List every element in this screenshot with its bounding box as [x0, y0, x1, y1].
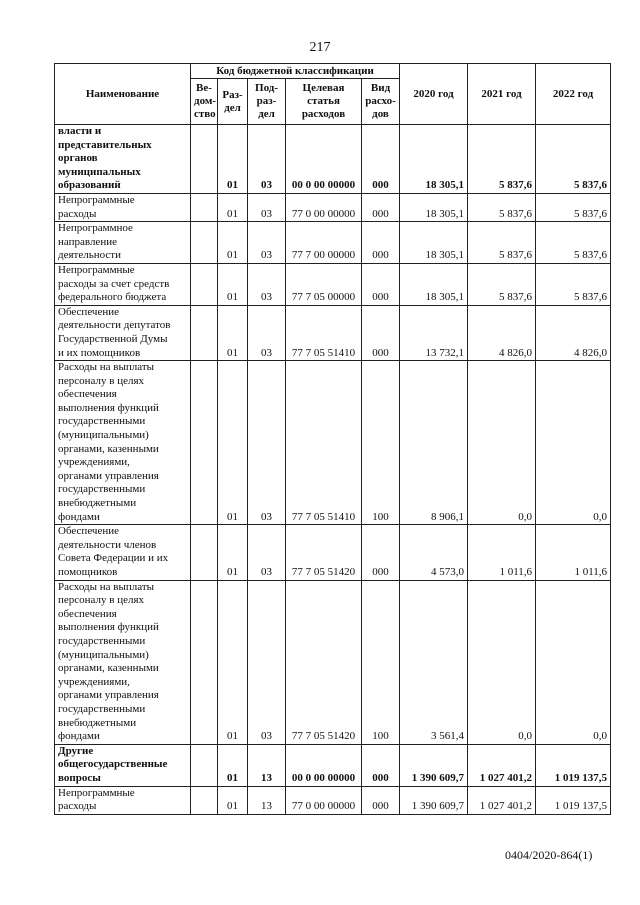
razdel-cell: 01 [218, 744, 248, 786]
amount-2021-cell: 5 837,6 [468, 222, 536, 264]
razdel-cell: 01 [218, 580, 248, 744]
amount-2021-cell: 0,0 [468, 580, 536, 744]
amount-2020-cell: 8 906,1 [400, 361, 468, 525]
table-row [55, 263, 611, 305]
header-classification-group: Код бюджетной классификации [191, 64, 400, 79]
amount-2020-cell: 13 732,1 [400, 305, 468, 360]
podrazdel-cell: 03 [248, 361, 286, 525]
header-razdel: Раз- дел [218, 79, 248, 125]
amount-2022-cell: 5 837,6 [536, 222, 611, 264]
row-name-cell: Обеспечение деятельности членов Совета Федерации и их помощников [55, 525, 191, 580]
podrazdel-cell: 03 [248, 525, 286, 580]
row-name-cell: Непрограммные расходы [55, 786, 191, 814]
podrazdel-cell: 03 [248, 263, 286, 305]
amount-2022-cell: 0,0 [536, 361, 611, 525]
podrazdel-cell: 03 [248, 580, 286, 744]
table-row [55, 125, 611, 194]
amount-2021-cell: 4 826,0 [468, 305, 536, 360]
expense-type-cell: 100 [362, 361, 400, 525]
row-name-cell: Непрограммные расходы [55, 193, 191, 221]
header-podrazdel: Под- раз- дел [248, 79, 286, 125]
table-row [55, 786, 611, 814]
amount-2022-cell: 5 837,6 [536, 125, 611, 194]
amount-2021-cell: 5 837,6 [468, 125, 536, 194]
amount-2022-cell: 4 826,0 [536, 305, 611, 360]
expense-type-cell: 000 [362, 786, 400, 814]
target-article-cell: 77 7 05 51420 [286, 580, 362, 744]
amount-2021-cell: 0,0 [468, 361, 536, 525]
ved-cell [191, 193, 218, 221]
podrazdel-cell: 03 [248, 193, 286, 221]
ved-cell [191, 786, 218, 814]
ved-cell [191, 222, 218, 264]
podrazdel-cell: 13 [248, 786, 286, 814]
target-article-cell: 77 7 05 51420 [286, 525, 362, 580]
expense-type-cell: 100 [362, 580, 400, 744]
amount-2020-cell: 4 573,0 [400, 525, 468, 580]
amount-2020-cell: 18 305,1 [400, 193, 468, 221]
razdel-cell: 01 [218, 193, 248, 221]
amount-2020-cell: 1 390 609,7 [400, 744, 468, 786]
expense-type-cell: 000 [362, 222, 400, 264]
target-article-cell: 77 7 00 00000 [286, 222, 362, 264]
razdel-cell: 01 [218, 786, 248, 814]
amount-2020-cell: 3 561,4 [400, 580, 468, 744]
amount-2021-cell: 5 837,6 [468, 263, 536, 305]
table-row [55, 580, 611, 744]
row-name-cell: Обеспечение деятельности депутатов Государственной Думы и их помощников [55, 305, 191, 360]
ved-cell [191, 305, 218, 360]
row-name-cell: Расходы на выплаты персоналу в целях обеспечения выполнения функций государственными (муниципальными) органами, казенными учреждениями, органами управления государственными внебюджетными фондами [55, 580, 191, 744]
header-expense-type: Вид расхо- дов [362, 79, 400, 125]
row-name-cell: власти и представительных органов муниципальных образований [55, 125, 191, 194]
amount-2020-cell: 18 305,1 [400, 125, 468, 194]
target-article-cell: 00 0 00 00000 [286, 125, 362, 194]
table-row [55, 193, 611, 221]
amount-2020-cell: 1 390 609,7 [400, 786, 468, 814]
razdel-cell: 01 [218, 222, 248, 264]
amount-2022-cell: 0,0 [536, 580, 611, 744]
razdel-cell: 01 [218, 525, 248, 580]
podrazdel-cell: 03 [248, 305, 286, 360]
table-row [55, 525, 611, 580]
ved-cell [191, 744, 218, 786]
table-row [55, 305, 611, 360]
table-row [55, 361, 611, 525]
page-number: 217 [309, 40, 331, 55]
amount-2022-cell: 5 837,6 [536, 263, 611, 305]
razdel-cell: 01 [218, 125, 248, 194]
expense-type-cell: 000 [362, 305, 400, 360]
amount-2021-cell: 5 837,6 [468, 193, 536, 221]
podrazdel-cell: 03 [248, 125, 286, 194]
header-2022: 2022 год [536, 64, 611, 125]
ved-cell [191, 361, 218, 525]
expense-type-cell: 000 [362, 744, 400, 786]
amount-2022-cell: 5 837,6 [536, 193, 611, 221]
budget-table [54, 63, 611, 815]
expense-type-cell: 000 [362, 125, 400, 194]
razdel-cell: 01 [218, 361, 248, 525]
target-article-cell: 77 0 00 00000 [286, 786, 362, 814]
target-article-cell: 77 7 05 00000 [286, 263, 362, 305]
amount-2021-cell: 1 027 401,2 [468, 786, 536, 814]
amount-2021-cell: 1 011,6 [468, 525, 536, 580]
ved-cell [191, 125, 218, 194]
ved-cell [191, 525, 218, 580]
target-article-cell: 77 7 05 51410 [286, 361, 362, 525]
header-2021: 2021 год [468, 64, 536, 125]
row-name-cell: Непрограммное направление деятельности [55, 222, 191, 264]
ved-cell [191, 580, 218, 744]
header-vedomstvo: Ве- дом- ство [191, 79, 218, 125]
target-article-cell: 77 0 00 00000 [286, 193, 362, 221]
header-name: Наименование [55, 64, 191, 125]
razdel-cell: 01 [218, 305, 248, 360]
razdel-cell: 01 [218, 263, 248, 305]
row-name-cell: Другие общегосударственные вопросы [55, 744, 191, 786]
podrazdel-cell: 03 [248, 222, 286, 264]
document-code: 0404/2020-864(1) [505, 848, 593, 862]
amount-2021-cell: 1 027 401,2 [468, 744, 536, 786]
amount-2020-cell: 18 305,1 [400, 263, 468, 305]
amount-2022-cell: 1 019 137,5 [536, 786, 611, 814]
row-name-cell: Непрограммные расходы за счет средств федерального бюджета [55, 263, 191, 305]
podrazdel-cell: 13 [248, 744, 286, 786]
row-name-cell: Расходы на выплаты персоналу в целях обеспечения выполнения функций государственными (муниципальными) органами, казенными учреждениями, органами управления государственными внебюджетными фондами [55, 361, 191, 525]
header-target-article: Целевая статья расходов [286, 79, 362, 125]
expense-type-cell: 000 [362, 263, 400, 305]
header-2020: 2020 год [400, 64, 468, 125]
table-row [55, 222, 611, 264]
amount-2022-cell: 1 019 137,5 [536, 744, 611, 786]
amount-2022-cell: 1 011,6 [536, 525, 611, 580]
target-article-cell: 77 7 05 51410 [286, 305, 362, 360]
table-row [55, 744, 611, 786]
amount-2020-cell: 18 305,1 [400, 222, 468, 264]
expense-type-cell: 000 [362, 525, 400, 580]
ved-cell [191, 263, 218, 305]
target-article-cell: 00 0 00 00000 [286, 744, 362, 786]
expense-type-cell: 000 [362, 193, 400, 221]
